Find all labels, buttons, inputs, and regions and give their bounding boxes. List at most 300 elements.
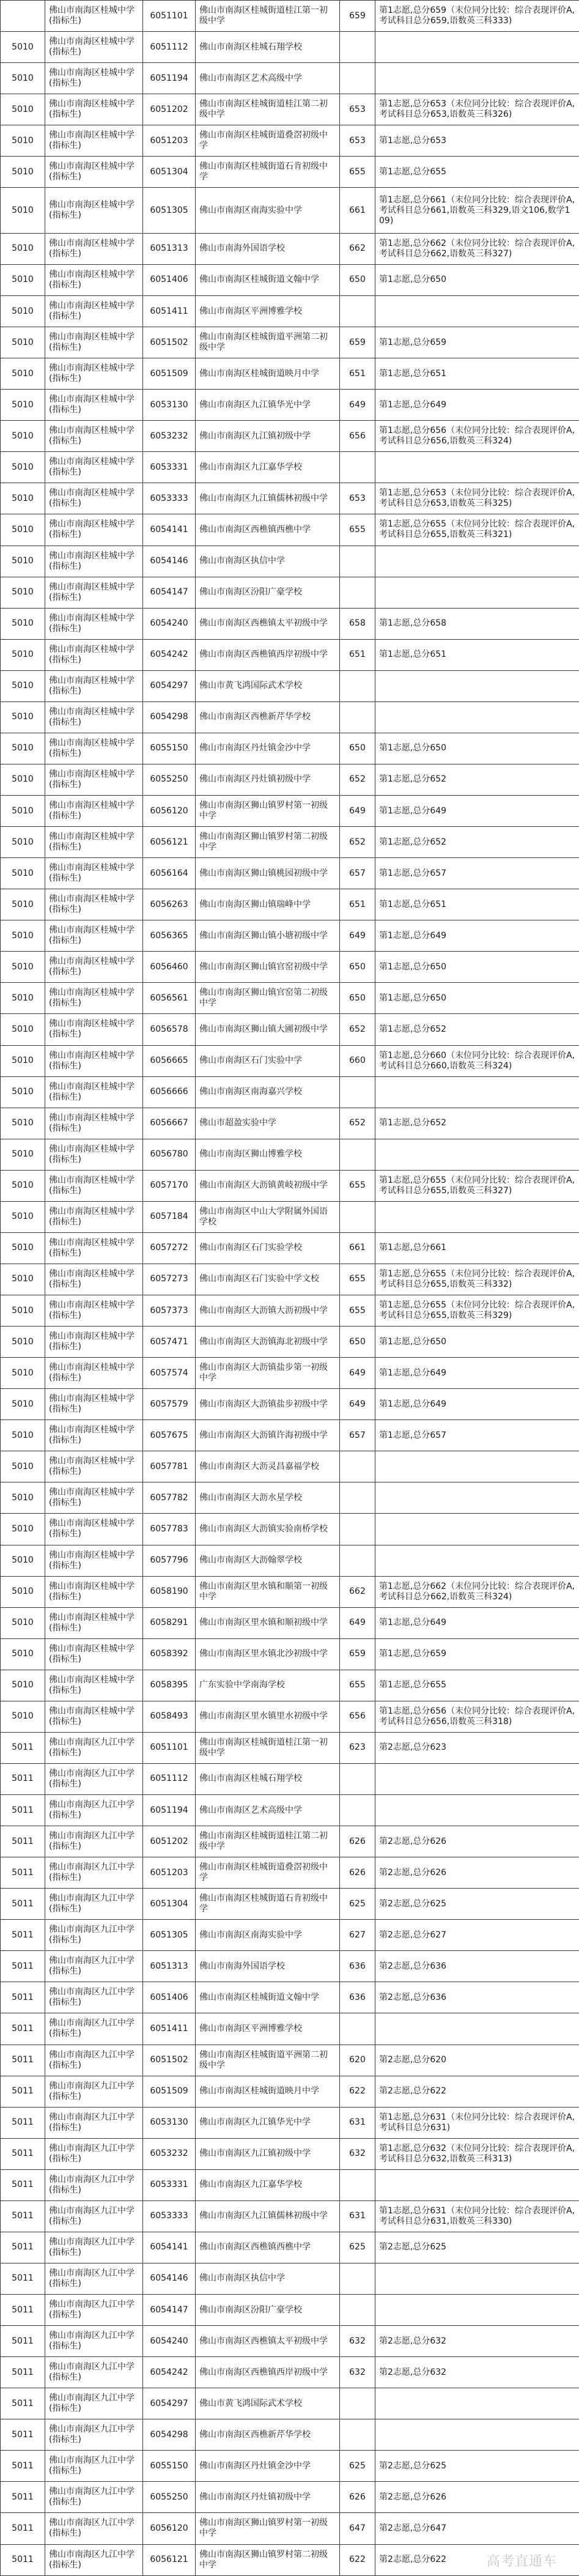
admit-school-cell: 佛山市南海区桂城中学(指标生): [45, 296, 143, 327]
admit-school-cell: 佛山市南海区九江中学(指标生): [45, 2388, 143, 2419]
table-row: [1, 952, 579, 983]
min-score-cell: [340, 1763, 375, 1794]
junior-code-cell: 6053331: [143, 2169, 196, 2200]
min-score-cell: 632: [340, 2326, 375, 2357]
table-row: [1, 233, 579, 264]
min-score-cell: 650: [340, 1327, 375, 1358]
min-score-cell: 653: [340, 483, 375, 514]
junior-school-cell: 佛山市南海区桂城石翔学校: [196, 32, 340, 63]
batch-code-cell: 5010: [1, 1108, 45, 1139]
table-row: [1, 670, 579, 701]
batch-code-cell: 5010: [1, 483, 45, 514]
min-score-cell: 658: [340, 608, 375, 639]
table-row: [1, 2169, 579, 2200]
table-row: [1, 2295, 579, 2326]
min-score-cell: 655: [340, 1295, 375, 1327]
note-cell: [375, 1545, 579, 1576]
batch-code-cell: 5010: [1, 1701, 45, 1732]
junior-code-cell: 6051313: [143, 233, 196, 264]
admit-school-cell: 佛山市南海区桂城中学(指标生): [45, 233, 143, 264]
min-score-cell: 632: [340, 2357, 375, 2388]
admit-school-cell: 佛山市南海区桂城中学(指标生): [45, 188, 143, 234]
min-score-cell: 649: [340, 1607, 375, 1638]
batch-code-cell: 5011: [1, 2045, 45, 2076]
note-cell: 第1志愿,总分649: [375, 1358, 579, 1389]
batch-code-cell: 5010: [1, 421, 45, 452]
note-cell: [375, 2013, 579, 2045]
note-cell: 第1志愿,总分659（末位同分比较：综合表现评价A,考试科目总分659,语数英三科333): [375, 1, 579, 32]
batch-code-cell: 5011: [1, 2451, 45, 2482]
min-score-cell: 636: [340, 1951, 375, 1982]
junior-school-cell: 佛山市南海区大沥镇实验南桥学校: [196, 1514, 340, 1545]
junior-code-cell: 6056780: [143, 1139, 196, 1170]
batch-code-cell: 5011: [1, 2138, 45, 2169]
admit-school-cell: 佛山市南海区九江中学(指标生): [45, 2295, 143, 2326]
batch-code-cell: 5010: [1, 1670, 45, 1701]
table-row: [1, 1576, 579, 1607]
batch-code-cell: [1, 1, 45, 32]
junior-code-cell: 6053331: [143, 452, 196, 483]
min-score-cell: 659: [340, 1638, 375, 1670]
note-cell: 第1志愿,总分632（末位同分比较：综合表现评价A,考试科目总分632,语数英三科313): [375, 2138, 579, 2169]
table-row: [1, 421, 579, 452]
junior-code-cell: 6054147: [143, 577, 196, 608]
min-score-cell: [340, 1795, 375, 1826]
min-score-cell: 626: [340, 1857, 375, 1889]
table-row: [1, 2482, 579, 2513]
batch-code-cell: 5010: [1, 1420, 45, 1451]
junior-code-cell: 6055250: [143, 764, 196, 795]
note-cell: 第1志愿,总分659: [375, 1638, 579, 1670]
junior-code-cell: 6058291: [143, 1607, 196, 1638]
junior-school-cell: 佛山市南海区南海实验中学: [196, 1920, 340, 1951]
admit-school-cell: 佛山市南海区桂城中学(指标生): [45, 1451, 143, 1482]
note-cell: 第1志愿,总分655（末位同分比较：综合表现评价A,考试科目总分655,语数英三科332): [375, 1264, 579, 1295]
note-cell: 第2志愿,总分622: [375, 2076, 579, 2107]
note-cell: [375, 2263, 579, 2294]
junior-school-cell: 佛山市南海区狮山镇大圃初级中学: [196, 1014, 340, 1045]
junior-school-cell: 佛山市南海区大沥镇盐步初级中学: [196, 1389, 340, 1420]
admit-school-cell: 佛山市南海区桂城中学(指标生): [45, 1482, 143, 1514]
junior-code-cell: 6051112: [143, 1763, 196, 1794]
junior-code-cell: 6051101: [143, 1732, 196, 1763]
junior-school-cell: 佛山市南海区九江镇初级中学: [196, 421, 340, 452]
admit-school-cell: 佛山市南海区九江中学(指标生): [45, 2013, 143, 2045]
note-cell: 第1志愿,总分655（末位同分比较：综合表现评价A,考试科目总分655,语数英三科329): [375, 1295, 579, 1327]
junior-school-cell: 佛山市南海区丹灶镇金沙中学: [196, 2451, 340, 2482]
table-row: [1, 1607, 579, 1638]
note-cell: [375, 1482, 579, 1514]
note-cell: 第2志愿,总分625: [375, 1889, 579, 1920]
table-row: [1, 983, 579, 1014]
admit-school-cell: 佛山市南海区桂城中学(指标生): [45, 608, 143, 639]
junior-code-cell: 6053130: [143, 2107, 196, 2138]
admit-school-cell: 佛山市南海区桂城中学(指标生): [45, 452, 143, 483]
admit-school-cell: 佛山市南海区桂城中学(指标生): [45, 1170, 143, 1201]
junior-code-cell: 6056667: [143, 1108, 196, 1139]
note-cell: [375, 296, 579, 327]
admit-school-cell: 佛山市南海区桂城中学(指标生): [45, 1420, 143, 1451]
min-score-cell: 622: [340, 2544, 375, 2575]
admit-school-cell: 佛山市南海区桂城中学(指标生): [45, 157, 143, 188]
note-cell: 第1志愿,总分656（末位同分比较：综合表现评价A,考试科目总分656,语数英三科324): [375, 421, 579, 452]
note-cell: 第2志愿,总分632: [375, 2357, 579, 2388]
table-row: [1, 1, 579, 32]
admit-school-cell: 佛山市南海区桂城中学(指标生): [45, 1014, 143, 1045]
junior-school-cell: 佛山市南海区大沥灵昌嘉福学校: [196, 1451, 340, 1482]
junior-code-cell: 6056665: [143, 1045, 196, 1076]
note-cell: 第1志愿,总分653（末位同分比较：综合表现评价A,考试科目总分653,语数英三科326): [375, 94, 579, 125]
junior-school-cell: 佛山市南海区西樵镇太平初级中学: [196, 608, 340, 639]
min-score-cell: [340, 63, 375, 94]
junior-code-cell: 6056365: [143, 920, 196, 952]
batch-code-cell: 5010: [1, 1576, 45, 1607]
note-cell: 第1志愿,总分649: [375, 390, 579, 421]
admit-school-cell: 佛山市南海区九江中学(指标生): [45, 1826, 143, 1857]
note-cell: [375, 63, 579, 94]
min-score-cell: [340, 546, 375, 577]
note-cell: 第1志愿,总分650: [375, 1327, 579, 1358]
note-cell: 第1志愿,总分649: [375, 1607, 579, 1638]
note-cell: 第1志愿,总分661: [375, 1232, 579, 1264]
admit-school-cell: 佛山市南海区桂城中学(指标生): [45, 983, 143, 1014]
junior-code-cell: 6055250: [143, 2482, 196, 2513]
min-score-cell: 659: [340, 327, 375, 358]
table-row: [1, 125, 579, 157]
note-cell: [375, 1763, 579, 1794]
table-row: [1, 452, 579, 483]
min-score-cell: [340, 1545, 375, 1576]
min-score-cell: 650: [340, 952, 375, 983]
junior-code-cell: 6051101: [143, 1, 196, 32]
batch-code-cell: 5010: [1, 32, 45, 63]
note-cell: 第1志愿,总分653: [375, 125, 579, 157]
admit-school-cell: 佛山市南海区桂城中学(指标生): [45, 514, 143, 546]
junior-code-cell: 6056121: [143, 827, 196, 858]
admit-school-cell: 佛山市南海区桂城中学(指标生): [45, 1, 143, 32]
batch-code-cell: 5010: [1, 233, 45, 264]
min-score-cell: 626: [340, 1826, 375, 1857]
table-row: [1, 327, 579, 358]
note-cell: 第1志愿,总分655: [375, 1670, 579, 1701]
junior-school-cell: 佛山市南海外国语学校: [196, 233, 340, 264]
batch-code-cell: 5011: [1, 1889, 45, 1920]
min-score-cell: 650: [340, 983, 375, 1014]
table-row: [1, 1982, 579, 2013]
table-row: [1, 1389, 579, 1420]
batch-code-cell: 5010: [1, 514, 45, 546]
note-cell: 第1志愿,总分662（末位同分比较：综合表现评价A,考试科目总分662,语数英三科327): [375, 233, 579, 264]
table-row: [1, 1514, 579, 1545]
junior-school-cell: 佛山市南海区执信中学: [196, 2263, 340, 2294]
batch-code-cell: 5010: [1, 1451, 45, 1482]
batch-code-cell: 5011: [1, 1826, 45, 1857]
table-row: [1, 1889, 579, 1920]
junior-code-cell: 6053333: [143, 2200, 196, 2232]
junior-school-cell: 佛山市南海区桂城街道桂江第二初级中学: [196, 94, 340, 125]
min-score-cell: [340, 577, 375, 608]
min-score-cell: [340, 1139, 375, 1170]
table-row: [1, 1170, 579, 1201]
admit-school-cell: 佛山市南海区桂城中学(指标生): [45, 1545, 143, 1576]
batch-code-cell: 5010: [1, 358, 45, 390]
note-cell: [375, 1076, 579, 1108]
admit-school-cell: 佛山市南海区九江中学(指标生): [45, 1732, 143, 1763]
min-score-cell: [340, 1482, 375, 1514]
junior-school-cell: 佛山市南海区桂城街道映月中学: [196, 2076, 340, 2107]
table-row: [1, 1732, 579, 1763]
min-score-cell: 662: [340, 233, 375, 264]
note-cell: 第1志愿,总分652: [375, 1108, 579, 1139]
batch-code-cell: 5011: [1, 2263, 45, 2294]
note-cell: 第2志愿,总分636: [375, 1951, 579, 1982]
junior-code-cell: 6051411: [143, 296, 196, 327]
note-cell: 第1志愿,总分649: [375, 1389, 579, 1420]
min-score-cell: 649: [340, 1389, 375, 1420]
admit-school-cell: 佛山市南海区桂城中学(指标生): [45, 1327, 143, 1358]
batch-code-cell: 5010: [1, 889, 45, 920]
junior-code-cell: 6056120: [143, 796, 196, 827]
junior-code-cell: 6057471: [143, 1327, 196, 1358]
batch-code-cell: 5010: [1, 452, 45, 483]
batch-code-cell: 5011: [1, 2013, 45, 2045]
batch-code-cell: 5010: [1, 157, 45, 188]
junior-code-cell: 6057273: [143, 1264, 196, 1295]
junior-school-cell: 佛山市南海区九江镇初级中学: [196, 2138, 340, 2169]
admit-school-cell: 佛山市南海区桂城中学(指标生): [45, 1139, 143, 1170]
batch-code-cell: 5010: [1, 701, 45, 733]
note-cell: 第1志愿,总分660（末位同分比较：综合表现评价A,考试科目总分660,语数英三科324): [375, 1045, 579, 1076]
min-score-cell: 651: [340, 358, 375, 390]
note-cell: 第2志愿,总分627: [375, 1920, 579, 1951]
min-score-cell: 661: [340, 188, 375, 234]
table-row: [1, 32, 579, 63]
junior-code-cell: 6057675: [143, 1420, 196, 1451]
min-score-cell: [340, 1451, 375, 1482]
table-row: [1, 608, 579, 639]
junior-code-cell: 6057781: [143, 1451, 196, 1482]
junior-code-cell: 6051202: [143, 1826, 196, 1857]
min-score-cell: [340, 2419, 375, 2451]
junior-code-cell: 6051406: [143, 1982, 196, 2013]
note-cell: 第2志愿,总分625: [375, 2232, 579, 2263]
min-score-cell: [340, 1076, 375, 1108]
junior-code-cell: 6057373: [143, 1295, 196, 1327]
table-row: [1, 94, 579, 125]
note-cell: 第1志愿,总分650: [375, 733, 579, 764]
note-cell: 第1志愿,总分655: [375, 157, 579, 188]
table-row: [1, 2045, 579, 2076]
junior-school-cell: 佛山市南海区狮山镇罗村第一初级中学: [196, 2513, 340, 2544]
note-cell: 第2志愿,总分632: [375, 2326, 579, 2357]
junior-code-cell: 6057579: [143, 1389, 196, 1420]
admit-school-cell: 佛山市南海区九江中学(指标生): [45, 1920, 143, 1951]
min-score-cell: 651: [340, 889, 375, 920]
min-score-cell: 652: [340, 1108, 375, 1139]
junior-code-cell: 6058190: [143, 1576, 196, 1607]
admit-school-cell: 佛山市南海区桂城中学(指标生): [45, 670, 143, 701]
admit-school-cell: 佛山市南海区九江中学(指标生): [45, 1982, 143, 2013]
min-score-cell: 653: [340, 125, 375, 157]
note-cell: 第1志愿,总分651: [375, 358, 579, 390]
note-cell: [375, 2169, 579, 2200]
junior-code-cell: 6054240: [143, 608, 196, 639]
admit-school-cell: 佛山市南海区桂城中学(指标生): [45, 1514, 143, 1545]
junior-school-cell: 佛山市南海区里水镇里水初级中学: [196, 1701, 340, 1732]
min-score-cell: [340, 452, 375, 483]
note-cell: 第2志愿,总分626: [375, 2482, 579, 2513]
note-cell: 第2志愿,总分647: [375, 2513, 579, 2544]
admit-school-cell: 佛山市南海区九江中学(指标生): [45, 2076, 143, 2107]
junior-school-cell: 佛山市南海区桂城街道石肯初级中学: [196, 1889, 340, 1920]
note-cell: 第1志愿,总分652: [375, 764, 579, 795]
batch-code-cell: 5010: [1, 1358, 45, 1389]
batch-code-cell: 5010: [1, 764, 45, 795]
junior-code-cell: 6051194: [143, 63, 196, 94]
min-score-cell: 649: [340, 796, 375, 827]
table-row: [1, 1920, 579, 1951]
batch-code-cell: 5010: [1, 608, 45, 639]
note-cell: 第1志愿,总分650: [375, 264, 579, 295]
batch-code-cell: 5011: [1, 1951, 45, 1982]
min-score-cell: [340, 2388, 375, 2419]
batch-code-cell: 5011: [1, 2107, 45, 2138]
batch-code-cell: 5010: [1, 1170, 45, 1201]
admit-school-cell: 佛山市南海区九江中学(指标生): [45, 2544, 143, 2575]
batch-code-cell: 5010: [1, 670, 45, 701]
note-cell: 第1志愿,总分650: [375, 952, 579, 983]
admit-school-cell: 佛山市南海区桂城中学(指标生): [45, 1201, 143, 1232]
table-row: [1, 1108, 579, 1139]
batch-code-cell: 5011: [1, 2326, 45, 2357]
admit-school-cell: 佛山市南海区九江中学(指标生): [45, 2326, 143, 2357]
junior-school-cell: 佛山市南海区大沥镇盐步第一初级中学: [196, 1358, 340, 1389]
junior-code-cell: 6058493: [143, 1701, 196, 1732]
junior-code-cell: 6053130: [143, 390, 196, 421]
note-cell: 第1志愿,总分652: [375, 827, 579, 858]
table-row: [1, 1358, 579, 1389]
note-cell: 第2志愿,总分626: [375, 1857, 579, 1889]
min-score-cell: 625: [340, 2232, 375, 2263]
note-cell: 第1志愿,总分657: [375, 858, 579, 889]
min-score-cell: 662: [340, 1576, 375, 1607]
note-cell: 第2志愿,总分620: [375, 2045, 579, 2076]
batch-code-cell: 5010: [1, 125, 45, 157]
junior-school-cell: 佛山市南海区平洲博雅学校: [196, 2013, 340, 2045]
junior-school-cell: 佛山市南海区石门实验中学: [196, 1045, 340, 1076]
junior-code-cell: 6051202: [143, 94, 196, 125]
table-row: [1, 546, 579, 577]
batch-code-cell: 5010: [1, 639, 45, 670]
table-row: [1, 2326, 579, 2357]
junior-code-cell: 6051304: [143, 1889, 196, 1920]
junior-school-cell: 佛山市南海区南海实验中学: [196, 188, 340, 234]
table-row: [1, 296, 579, 327]
admit-school-cell: 佛山市南海区九江中学(指标生): [45, 2107, 143, 2138]
note-cell: 第2志愿,总分636: [375, 1982, 579, 2013]
junior-code-cell: 6056121: [143, 2544, 196, 2575]
junior-school-cell: 佛山市南海区狮山镇罗村第一初级中学: [196, 796, 340, 827]
batch-code-cell: 5010: [1, 94, 45, 125]
junior-school-cell: 佛山市南海区艺术高级中学: [196, 1795, 340, 1826]
note-cell: 第2志愿,总分622: [375, 2544, 579, 2575]
batch-code-cell: 5010: [1, 1295, 45, 1327]
table-row: [1, 390, 579, 421]
note-cell: [375, 670, 579, 701]
batch-code-cell: 5011: [1, 2544, 45, 2575]
batch-code-cell: 5010: [1, 1014, 45, 1045]
junior-code-cell: 6054146: [143, 2263, 196, 2294]
batch-code-cell: 5010: [1, 983, 45, 1014]
note-cell: [375, 1514, 579, 1545]
note-cell: 第1志愿,总分659: [375, 327, 579, 358]
min-score-cell: 659: [340, 1, 375, 32]
table-row: [1, 1232, 579, 1264]
table-row: [1, 1763, 579, 1794]
batch-code-cell: 5011: [1, 2482, 45, 2513]
table-row: [1, 264, 579, 295]
batch-code-cell: 5010: [1, 858, 45, 889]
admit-school-cell: 佛山市南海区桂城中学(指标生): [45, 639, 143, 670]
junior-school-cell: 佛山市南海区九江镇华光中学: [196, 390, 340, 421]
admit-school-cell: 佛山市南海区桂城中学(指标生): [45, 764, 143, 795]
table-row: [1, 1545, 579, 1576]
admit-school-cell: 佛山市南海区桂城中学(指标生): [45, 1232, 143, 1264]
junior-code-cell: 6058392: [143, 1638, 196, 1670]
junior-code-cell: 6057796: [143, 1545, 196, 1576]
admit-school-cell: 佛山市南海区九江中学(指标生): [45, 2451, 143, 2482]
junior-code-cell: 6056578: [143, 1014, 196, 1045]
junior-code-cell: 6054242: [143, 2357, 196, 2388]
junior-school-cell: 佛山市南海区桂城街道桂江第二初级中学: [196, 1826, 340, 1857]
junior-code-cell: 6051313: [143, 1951, 196, 1982]
junior-school-cell: 佛山市南海区桂城街道石肯初级中学: [196, 157, 340, 188]
min-score-cell: 655: [340, 157, 375, 188]
note-cell: [375, 32, 579, 63]
min-score-cell: [340, 2263, 375, 2294]
min-score-cell: [340, 1201, 375, 1232]
batch-code-cell: 5011: [1, 2513, 45, 2544]
min-score-cell: 652: [340, 764, 375, 795]
junior-school-cell: 佛山市南海区里水镇和顺第一初级中学: [196, 1576, 340, 1607]
admit-school-cell: 佛山市南海区桂城中学(指标生): [45, 827, 143, 858]
admit-school-cell: 佛山市南海区九江中学(指标生): [45, 1763, 143, 1794]
batch-code-cell: 5011: [1, 1857, 45, 1889]
junior-school-cell: 佛山市南海区丹灶镇初级中学: [196, 2482, 340, 2513]
junior-code-cell: 6056263: [143, 889, 196, 920]
junior-school-cell: 佛山市超盈实验中学: [196, 1108, 340, 1139]
min-score-cell: [340, 32, 375, 63]
note-cell: 第1志愿,总分631（末位同分比较：综合表现评价A,考试科目总分631): [375, 2107, 579, 2138]
table-row: [1, 796, 579, 827]
admit-school-cell: 佛山市南海区桂城中学(指标生): [45, 1607, 143, 1638]
table-row: [1, 2013, 579, 2045]
batch-code-cell: 5010: [1, 63, 45, 94]
batch-code-cell: 5010: [1, 920, 45, 952]
table-row: [1, 577, 579, 608]
note-cell: 第1志愿,总分653（末位同分比较：综合表现评价A,考试科目总分653,语数英三科325): [375, 483, 579, 514]
junior-school-cell: 佛山市南海区南海嘉兴学校: [196, 1076, 340, 1108]
junior-school-cell: 佛山市南海区狮山博雅学校: [196, 1139, 340, 1170]
min-score-cell: [340, 1514, 375, 1545]
batch-code-cell: 5011: [1, 2169, 45, 2200]
note-cell: [375, 2388, 579, 2419]
junior-school-cell: 佛山市南海区西樵镇西岸初级中学: [196, 639, 340, 670]
junior-code-cell: 6054147: [143, 2295, 196, 2326]
junior-school-cell: 佛山市南海区狮山镇罗村第二初级中学: [196, 827, 340, 858]
table-row: [1, 1139, 579, 1170]
min-score-cell: 625: [340, 1889, 375, 1920]
